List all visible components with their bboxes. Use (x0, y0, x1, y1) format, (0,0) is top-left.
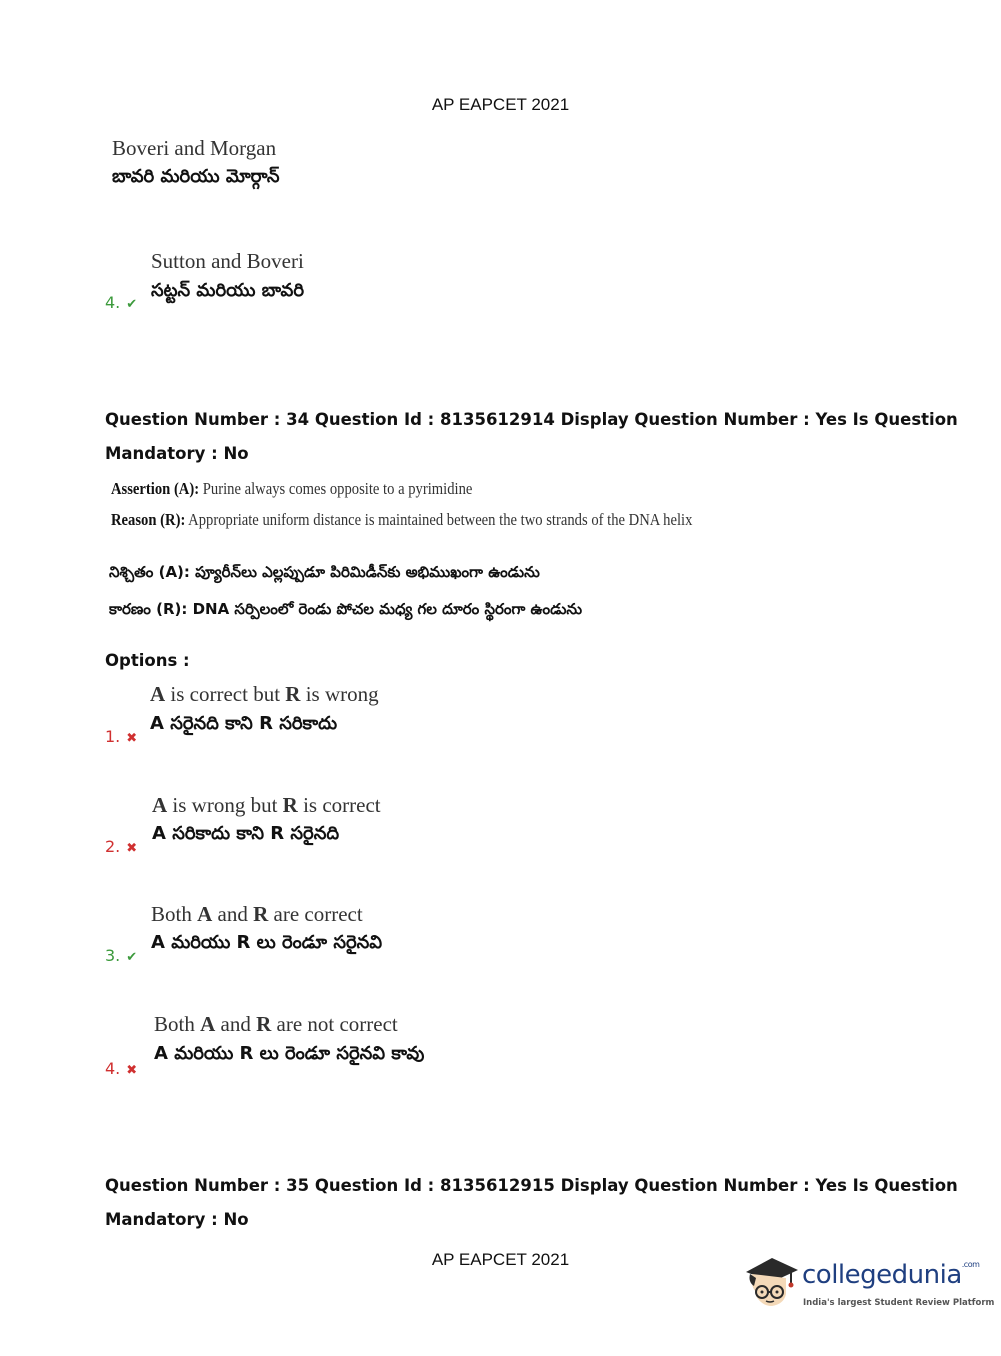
prev-option4-telugu: సట్టన్ మరియు బావరి (151, 280, 305, 301)
option-number: 4. (105, 1059, 121, 1078)
option-text: is correct but (165, 682, 286, 706)
logo-name: collegedunia (802, 1260, 962, 1290)
page-footer-title: AP EAPCET 2021 (431, 1250, 570, 1269)
logo-wordmark (802, 1260, 979, 1290)
q35-meta-line1: Question Number : 35 Question Id : 8135612915 Display Question Number : Yes Is Question (105, 1176, 958, 1195)
option-text: is wrong but (167, 793, 283, 817)
prev-option3-telugu: బావరి మరియు మోర్గాన్ (112, 166, 280, 187)
letter-r: R (256, 1012, 272, 1036)
q34-option2-english (152, 793, 381, 818)
prev-option3-english: Boveri and Morgan (112, 136, 277, 160)
q34-options-label: Options : (105, 651, 190, 670)
letter-a: A (197, 902, 213, 926)
mascot-icon (742, 1252, 800, 1312)
letter-a: A (150, 682, 166, 706)
option-number: 2. (105, 837, 121, 856)
check-icon: ✔ (126, 950, 138, 965)
cross-icon: ✖ (126, 731, 138, 746)
option-text: are correct (268, 902, 363, 926)
logo-tagline: India's largest Student Review Platform (803, 1298, 995, 1308)
q34-option1-telugu: A సరైనది కాని R సరికాదు (150, 713, 338, 734)
q34-option1-number (105, 727, 137, 746)
q34-option3-telugu: A మరియు R లు రెండూ సరైనవి (151, 932, 383, 953)
reason-label: Reason (R): (111, 510, 186, 529)
q34-assertion (111, 479, 472, 499)
q34-option3-number (105, 946, 137, 965)
letter-a: A (152, 793, 168, 817)
q34-option2-number (105, 837, 137, 856)
option-number: 4. (105, 293, 121, 312)
q34-option3-english (151, 902, 363, 927)
cross-icon: ✖ (126, 1063, 138, 1078)
option-number: 1. (105, 727, 121, 746)
reason-text: Appropriate uniform distance is maintained between the two strands of the DNA helix (185, 510, 693, 529)
q34-reason (111, 510, 692, 530)
option-number: 3. (105, 946, 121, 965)
letter-a: A (200, 1012, 216, 1036)
q34-option4-number (105, 1059, 137, 1078)
q34-option4-english (154, 1012, 398, 1037)
assertion-text: Purine always comes opposite to a pyrimidine (199, 479, 473, 498)
logo-dotcom: .com (961, 1260, 980, 1269)
prev-option4-number (105, 293, 137, 312)
q34-option2-telugu: A సరికాదు కాని R సరైనది (152, 823, 340, 844)
q34-option4-telugu: A మరియు R లు రెండూ సరైనవి కావు (154, 1043, 425, 1064)
q34-meta-line2: Mandatory : No (105, 444, 249, 463)
assertion-label: Assertion (A): (111, 479, 200, 498)
prev-option4-english: Sutton and Boveri (151, 249, 304, 273)
option-text: and (212, 902, 254, 926)
option-text: and (215, 1012, 257, 1036)
q34-meta-line1: Question Number : 34 Question Id : 8135612914 Display Question Number : Yes Is Question (105, 410, 958, 429)
check-icon: ✔ (126, 297, 138, 312)
cross-icon: ✖ (126, 841, 138, 856)
collegedunia-logo[interactable] (742, 1250, 995, 1320)
q34-option1-english (150, 682, 379, 707)
letter-r: R (253, 902, 269, 926)
option-text: is correct (297, 793, 381, 817)
q34-assertion-telugu: నిశ్చితం (A): ప్యూరీన్‌లు ఎల్లప్పుడూ పిరిమిడీన్‌కు అభిముఖంగా ఉండును (109, 563, 540, 581)
option-text: Both (151, 902, 198, 926)
letter-r: R (285, 682, 301, 706)
q34-reason-telugu: కారణం (R): DNA సర్పిలంలో రెండు పోచల మధ్య గల దూరం స్థిరంగా ఉండును (109, 600, 583, 618)
option-text: are not correct (271, 1012, 398, 1036)
option-text: Both (154, 1012, 201, 1036)
q35-meta-line2: Mandatory : No (105, 1210, 249, 1229)
option-text: is wrong (300, 682, 379, 706)
letter-r: R (282, 793, 298, 817)
page-header-title: AP EAPCET 2021 (431, 95, 570, 114)
